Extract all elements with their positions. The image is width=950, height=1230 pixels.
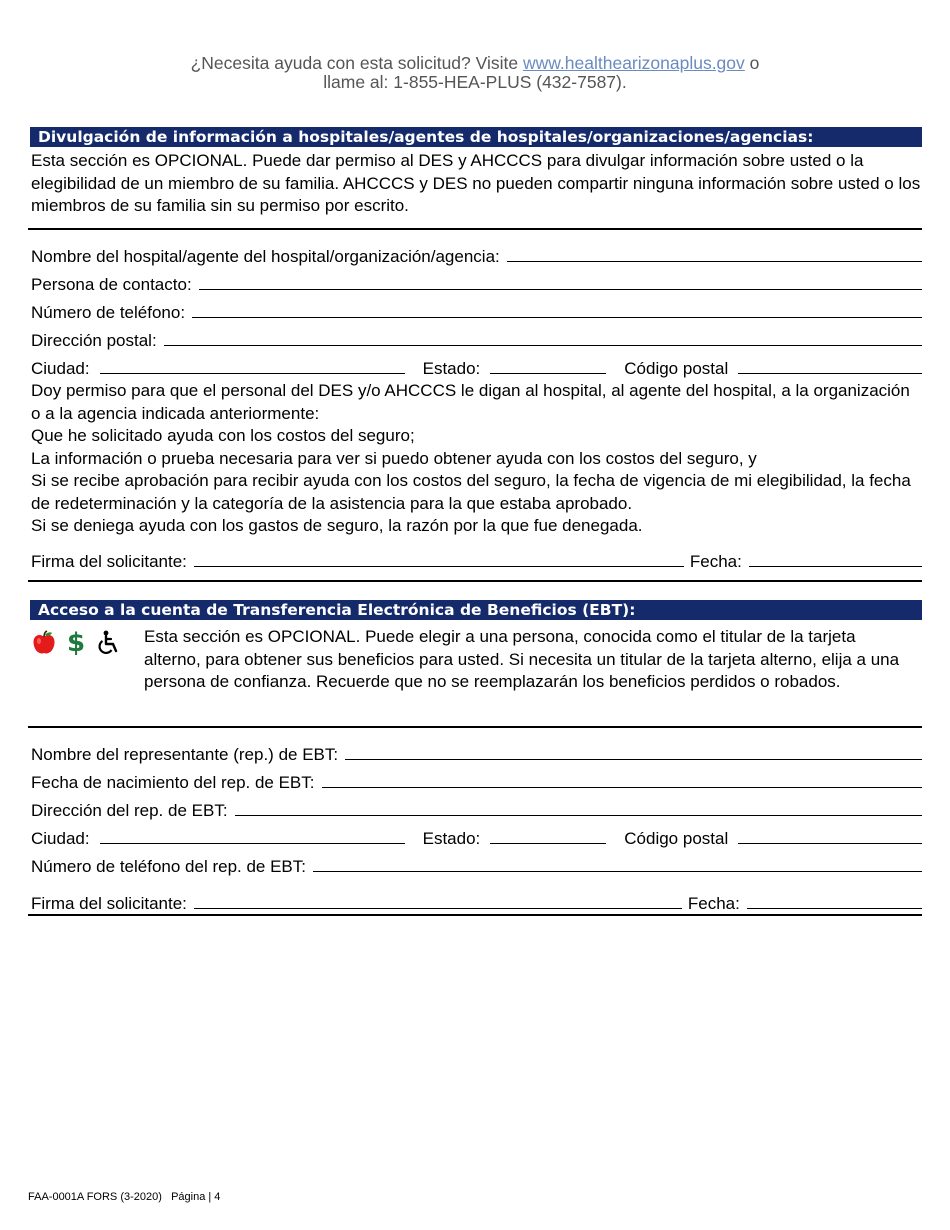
divider: [28, 580, 922, 582]
zip-field[interactable]: [738, 372, 922, 374]
zip-label: Código postal: [624, 359, 729, 378]
help-prefix: ¿Necesita ayuda con esta solicitud? Visite: [190, 53, 523, 73]
rep-state-label: Estado:: [422, 829, 481, 848]
permission-line: Que he solicitado ayuda con los costos del seguro;: [31, 426, 415, 445]
city-label: Ciudad:: [31, 359, 90, 378]
rep-name-label: Nombre del representante (rep.) de EBT:: [31, 745, 339, 764]
rep-signature-field[interactable]: [194, 907, 682, 909]
rep-zip-field[interactable]: [738, 842, 922, 844]
city-field[interactable]: [100, 372, 405, 374]
phone-row: [31, 302, 922, 324]
section1-intro: Esta sección es OPCIONAL. Puede dar permiso al DES y AHCCCS para divulgar información sobre usted o la elegibilidad de un miembro de su familia. AHCCCS y DES no pueden compartir ninguna información sobre usted o los miembros de su familia sin su permiso por escrito.: [31, 151, 921, 215]
phone-field[interactable]: [192, 316, 922, 318]
permission-line: Si se recibe aprobación para recibir ayuda con los costos del seguro, la fecha de vigencia de mi elegibilidad, la fecha de redeterminación y la categoría de la asistencia para la que estaba aprobado.: [31, 471, 911, 513]
rep-address-label: Dirección del rep. de EBT:: [31, 801, 228, 820]
divider: [28, 228, 922, 230]
rep-phone-label: Número de teléfono del rep. de EBT:: [31, 857, 306, 876]
signature-row: [31, 551, 922, 573]
permission-line: Doy permiso para que el personal del DES y/o AHCCCS le digan al hospital, al agente del hospital, a la organización o a la agencia indicada anteriormente:: [31, 381, 910, 423]
ebt-icons: [31, 630, 121, 656]
contact-row: [31, 274, 922, 296]
city-state-zip-row: [31, 358, 922, 380]
divider: [28, 726, 922, 728]
wheelchair-icon: [95, 630, 121, 656]
page-footer: [28, 1191, 220, 1203]
state-label: Estado:: [422, 359, 481, 378]
permission-line: La información o prueba necesaria para ver si puedo obtener ayuda con los costos del seguro, y: [31, 448, 757, 468]
phone-label: Número de teléfono:: [31, 303, 186, 322]
rep-name-field[interactable]: [345, 758, 922, 760]
address-row: [31, 330, 922, 352]
help-link[interactable]: www.healthearizonaplus.gov: [522, 53, 745, 73]
rep-phone-row: [31, 856, 922, 878]
rep-dob-label: Fecha de nacimiento del rep. de EBT:: [31, 773, 315, 792]
dollar-icon: $: [67, 628, 86, 658]
contact-label: Persona de contacto:: [31, 275, 192, 294]
page-number: Página | 4: [171, 1191, 221, 1203]
date-field[interactable]: [749, 565, 922, 567]
permission-text: [31, 380, 921, 538]
signature-label: Firma del solicitante:: [31, 552, 187, 571]
rep-date-field[interactable]: [747, 907, 922, 909]
section1-title: Divulgación de información a hospitales/agentes de hospitales/organizaciones/agencias:: [30, 127, 922, 147]
rep-city-field[interactable]: [100, 842, 405, 844]
help-suffix: o: [744, 53, 760, 73]
signature-field[interactable]: [194, 565, 684, 567]
rep-address-row: [31, 800, 922, 822]
rep-signature-label: Firma del solicitante:: [31, 894, 187, 913]
rep-dob-row: [31, 772, 922, 794]
hospital-name-label: Nombre del hospital/agente del hospital/organización/agencia:: [31, 247, 500, 266]
state-field[interactable]: [490, 372, 606, 374]
contact-field[interactable]: [199, 288, 922, 290]
section2-intro: Esta sección es OPCIONAL. Puede elegir a una persona, conocida como el titular de la tarjeta alterno, para obtener sus beneficios para usted. Si necesita un titular de la tarjeta alterno, elija a una persona de confianza. Recuerde que no se reemplazarán los beneficios perdidos o robados.: [144, 627, 900, 691]
section2-title: Acceso a la cuenta de Transferencia Electrónica de Beneficios (EBT):: [30, 600, 922, 620]
rep-dob-field[interactable]: [322, 786, 923, 788]
rep-phone-field[interactable]: [313, 870, 922, 872]
hospital-name-field[interactable]: [507, 260, 922, 262]
address-field[interactable]: [164, 344, 922, 346]
help-text: [0, 54, 950, 92]
rep-zip-label: Código postal: [624, 829, 729, 848]
rep-name-row: [31, 744, 922, 766]
date-label: Fecha:: [689, 552, 742, 571]
rep-state-field[interactable]: [490, 842, 606, 844]
form-id: FAA-0001A FORS (3-2020): [28, 1191, 162, 1203]
rep-signature-row: [31, 893, 922, 915]
rep-city-label: Ciudad:: [31, 829, 90, 848]
address-label: Dirección postal:: [31, 331, 157, 350]
help-phone: llame al: 1-855-HEA-PLUS (432-7587).: [323, 72, 627, 92]
hospital-name-row: [31, 246, 922, 268]
rep-date-label: Fecha:: [687, 894, 740, 913]
divider: [28, 914, 922, 916]
rep-city-state-zip-row: [31, 828, 922, 850]
rep-address-field[interactable]: [235, 814, 922, 816]
permission-line: Si se deniega ayuda con los gastos de seguro, la razón por la que fue denegada.: [31, 516, 643, 535]
apple-icon: [31, 630, 57, 656]
